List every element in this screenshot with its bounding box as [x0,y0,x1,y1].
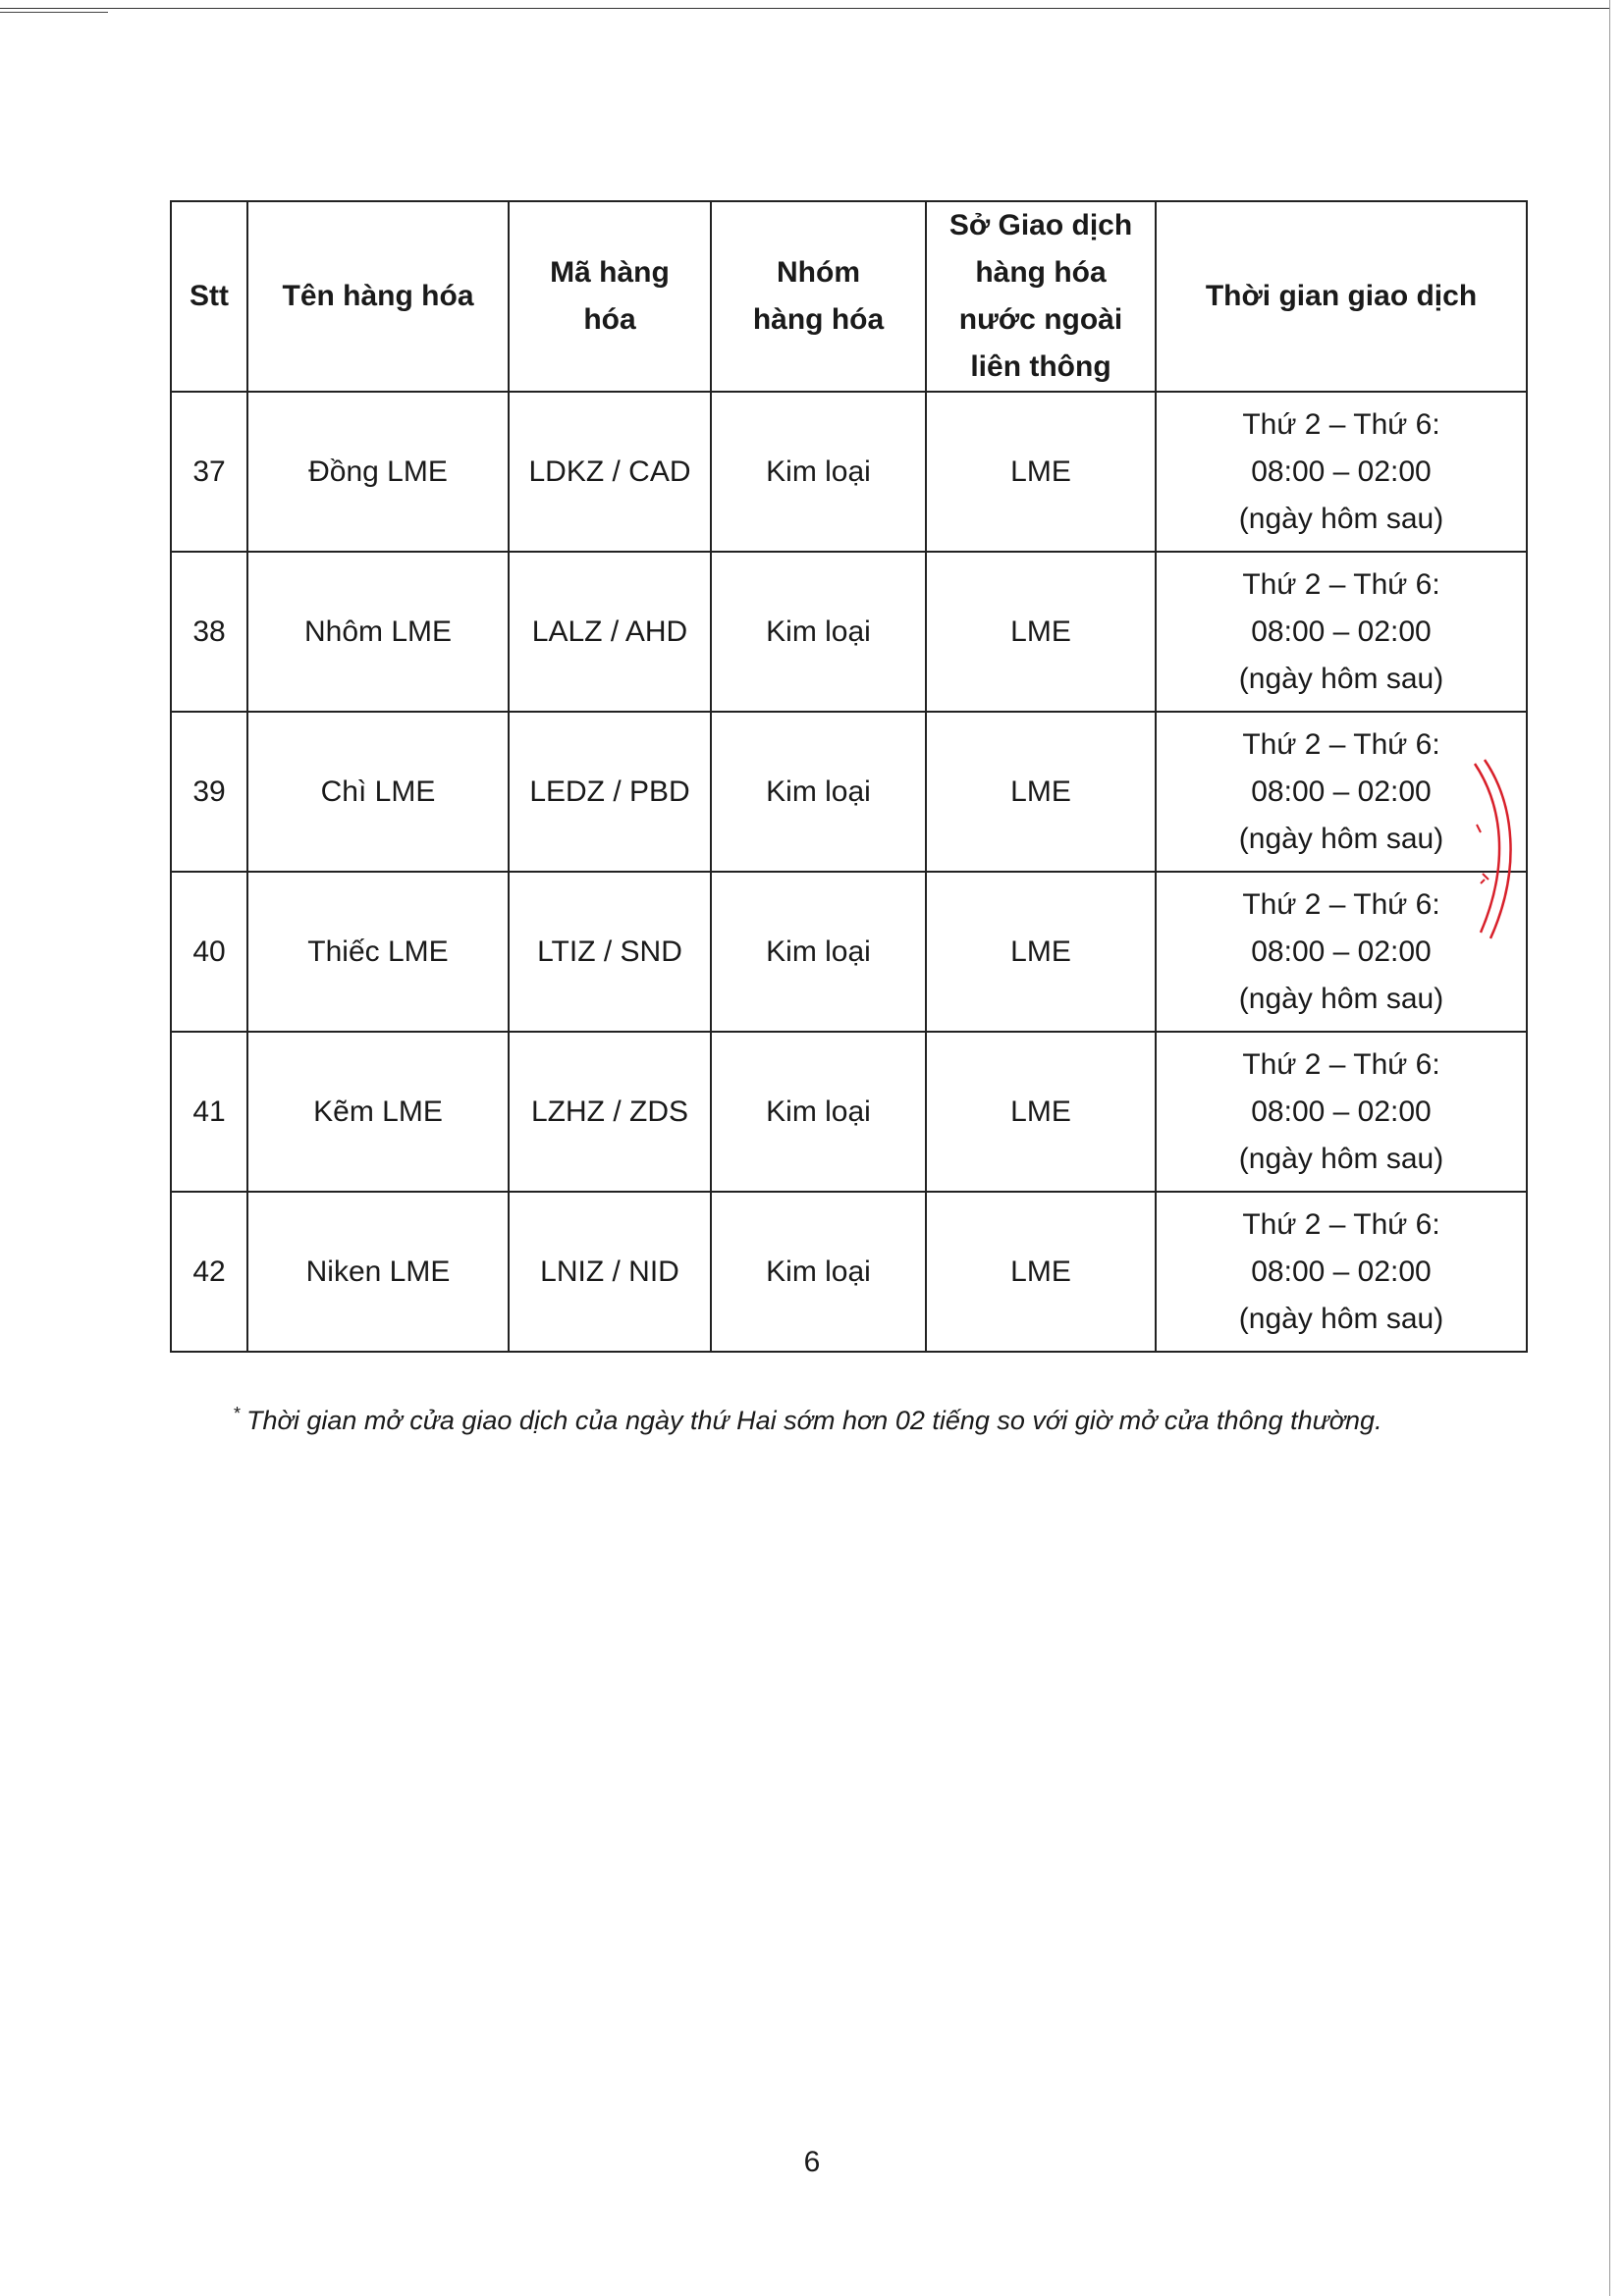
cell-name: Chì LME [247,712,509,872]
page-number: 6 [803,2146,821,2178]
commodities-table [170,200,1528,1353]
header-exchange: Sở Giao dịch hàng hóa nước ngoài liên thông [926,201,1156,392]
header-name: Tên hàng hóa [247,201,509,392]
cell-code: LDKZ / CAD [509,392,711,552]
cell-time [1156,552,1527,712]
time-line: 08:00 – 02:00 [1251,1095,1432,1128]
time-line: 08:00 – 02:00 [1251,614,1432,648]
cell-code: LZHZ / ZDS [509,1032,711,1192]
time-line: Thứ 2 – Thứ 6: [1242,727,1440,761]
cell-name: Đồng LME [247,392,509,552]
time-line: (ngày hôm sau) [1238,1302,1444,1335]
cell-time [1156,1192,1527,1352]
table-row [171,712,1527,872]
cell-group: Kim loại [711,1032,926,1192]
cell-name: Kẽm LME [247,1032,509,1192]
cell-name: Nhôm LME [247,552,509,712]
cell-group: Kim loại [711,552,926,712]
cell-name: Niken LME [247,1192,509,1352]
table-row [171,552,1527,712]
cell-exchange: LME [926,392,1156,552]
cell-exchange: LME [926,1192,1156,1352]
cell-group: Kim loại [711,712,926,872]
cell-stt: 42 [171,1192,247,1352]
table-row [171,1192,1527,1352]
table-body [171,392,1527,1352]
header-stt: Stt [171,201,247,392]
top-rule-left [0,12,108,13]
table-header [171,201,1527,392]
table-row [171,1032,1527,1192]
cell-exchange: LME [926,1032,1156,1192]
cell-code: LEDZ / PBD [509,712,711,872]
time-line: 08:00 – 02:00 [1251,454,1432,488]
footnote-marker: * [234,1404,242,1423]
cell-stt: 39 [171,712,247,872]
time-line: Thứ 2 – Thứ 6: [1242,887,1440,921]
time-line: Thứ 2 – Thứ 6: [1242,407,1440,441]
header-group: Nhóm hàng hóa [711,201,926,392]
time-line: (ngày hôm sau) [1238,502,1444,535]
cell-time [1156,1032,1527,1192]
cell-exchange: LME [926,712,1156,872]
time-line: Thứ 2 – Thứ 6: [1242,1207,1440,1241]
page-edge [1609,0,1610,2296]
header-time: Thời gian giao dịch [1156,201,1527,392]
time-line: Thứ 2 – Thứ 6: [1242,567,1440,601]
time-line: (ngày hôm sau) [1238,822,1444,855]
time-line: (ngày hôm sau) [1238,1142,1444,1175]
time-line: (ngày hôm sau) [1238,662,1444,695]
time-line: 08:00 – 02:00 [1251,774,1432,808]
time-line: (ngày hôm sau) [1238,982,1444,1015]
red-stamp-fragment [1463,756,1532,942]
cell-code: LNIZ / NID [509,1192,711,1352]
cell-name: Thiếc LME [247,872,509,1032]
top-rule [0,8,1610,9]
time-line: 08:00 – 02:00 [1251,934,1432,968]
footnote-text: Thời gian mở cửa giao dịch của ngày thứ Hai sớm hơn 02 tiếng so với giờ mở cửa thông thường. [246,1406,1382,1435]
header-row [171,201,1527,392]
cell-exchange: LME [926,552,1156,712]
cell-stt: 41 [171,1032,247,1192]
cell-group: Kim loại [711,872,926,1032]
cell-group: Kim loại [711,1192,926,1352]
cell-exchange: LME [926,872,1156,1032]
cell-stt: 37 [171,392,247,552]
time-line: Thứ 2 – Thứ 6: [1242,1047,1440,1081]
cell-code: LALZ / AHD [509,552,711,712]
table-row [171,392,1527,552]
cell-group: Kim loại [711,392,926,552]
cell-stt: 38 [171,552,247,712]
time-line: 08:00 – 02:00 [1251,1255,1432,1288]
cell-stt: 40 [171,872,247,1032]
header-code: Mã hàng hóa [509,201,711,392]
table-row [171,872,1527,1032]
cell-time [1156,392,1527,552]
footnote [234,1404,1382,1436]
cell-code: LTIZ / SND [509,872,711,1032]
